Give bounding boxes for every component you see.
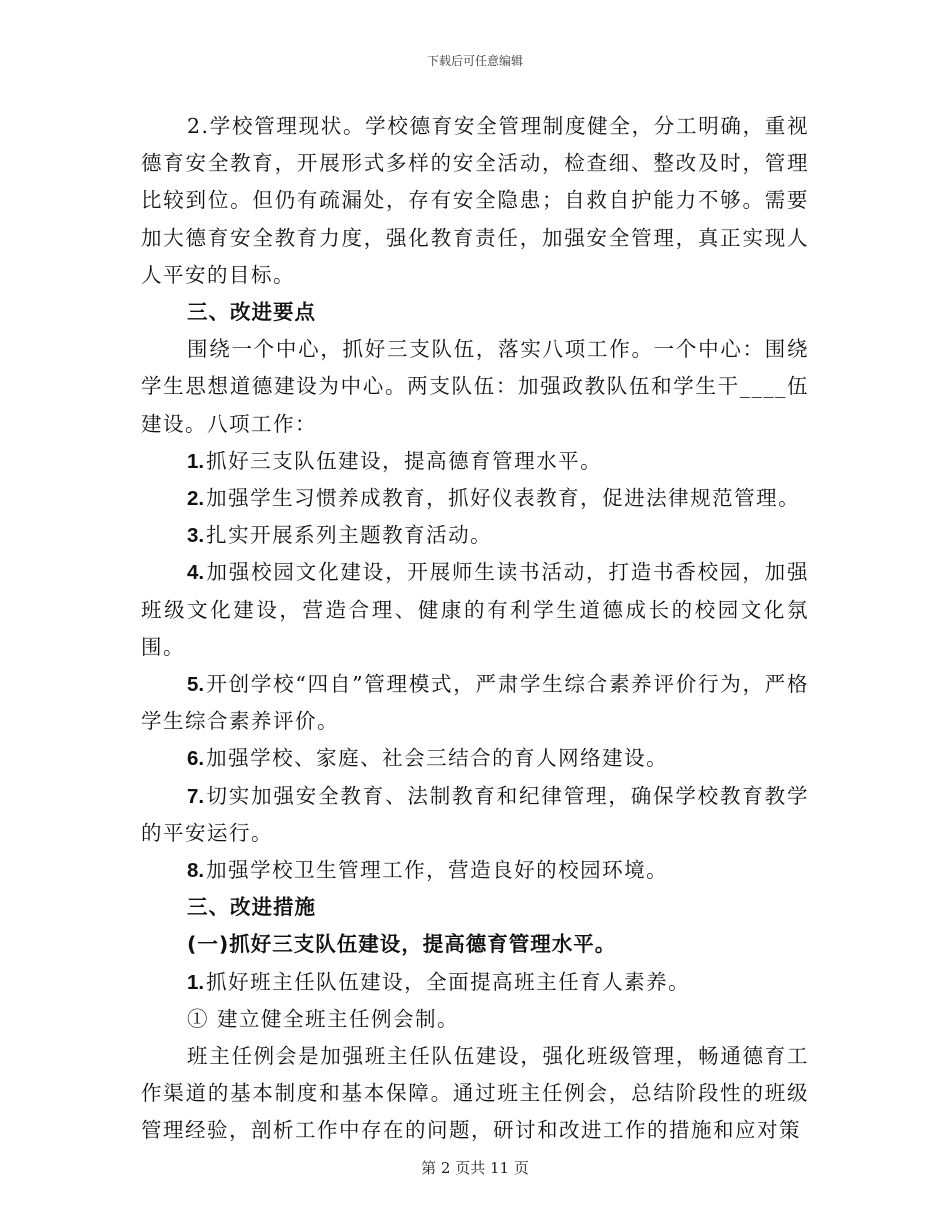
page-header: 下载后可任意编辑 [426, 54, 523, 68]
heading-improvement-measures: 三、改进措施 [187, 895, 316, 920]
document-body [141, 108, 809, 1150]
list-item-5: 5.开创学校“四自”管理模式，严肃学生综合素养评价行为，严格学生综合素养评价。 [141, 672, 809, 734]
list-item-head-teacher-team: 1.抓好班主任队伍建设，全面提高班主任育人素养。 [187, 969, 691, 994]
list-item-regular-meeting: ① 建立健全班主任例会制。 [187, 1006, 460, 1031]
paragraph-regular-meeting-detail: 班主任例会是加强班主任队伍建设，强化班级管理，畅通德育工作渠道的基本制度和基本保障。通过班主任例会，总结阶段性的班级管理经验，剖析工作中存在的问题，研讨和改进工作的措施和应对策 [141, 1044, 809, 1143]
heading-improvement-points: 三、改进要点 [187, 300, 316, 325]
paragraph-one-center: 围绕一个中心，抓好三支队伍，落实八项工作。一个中心：围绕学生思想道德建设为中心。两支队伍：加强政教队伍和学生干____伍建设。八项工作： [141, 337, 809, 436]
list-item-2: 2.加强学生习惯养成教育，抓好仪表教育，促进法律规范管理。 [187, 486, 801, 511]
list-item-3: 3.扎实开展系列主题教育活动。 [187, 523, 493, 548]
list-item-1: 1.抓好三支队伍建设，提高德育管理水平。 [187, 448, 603, 473]
list-item-7: 7.切实加强安全教育、法制教育和纪律管理，确保学校教育教学的平安运行。 [141, 783, 809, 845]
paragraph-school-management-status: 2.学校管理现状。学校德育安全管理制度健全，分工明确，重视德育安全教育，开展形式多样的安全活动，检查细、整改及时，管理比较到位。但仍有疏漏处，存有安全隐患；自救自护能力不够。需要加大德育安全教育力度，强化教育责任，加强安全管理，真正实现人人平安的目标。 [141, 114, 809, 287]
list-item-6: 6.加强学校、家庭、社会三结合的育人网络建设。 [187, 746, 669, 771]
list-item-4: 4.加强校园文化建设，开展师生读书活动，打造书香校园，加强班级文化建设，营造合理、健康的有利学生道德成长的校园文化氛围。 [141, 560, 809, 659]
list-item-8: 8.加强学校卫生管理工作，营造良好的校园环境。 [187, 858, 669, 883]
page-footer: 第 2 页共 11 页 [421, 1159, 529, 1177]
subheading-three-teams: (一)抓好三支队伍建设，提高德育管理水平。 [187, 932, 617, 957]
